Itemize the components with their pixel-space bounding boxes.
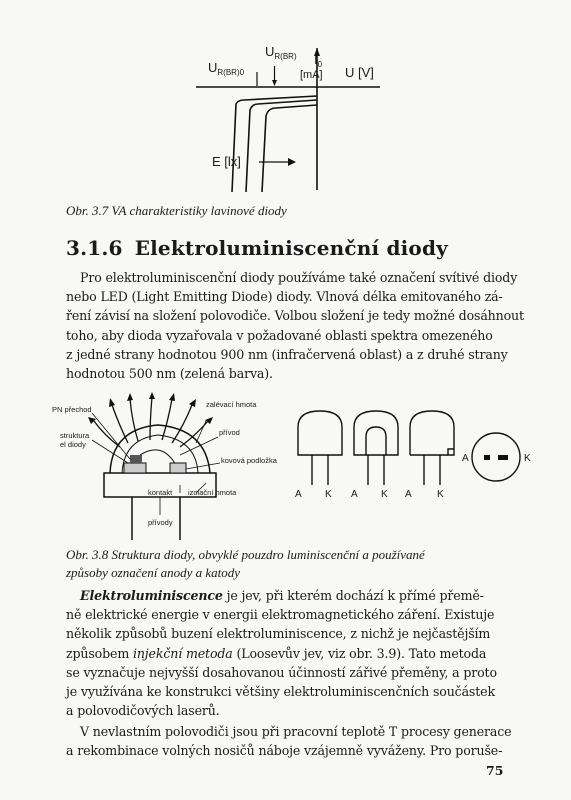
page-number: 75 (486, 763, 504, 778)
led4-k: K (524, 453, 531, 464)
label-i0: $I_0$ (314, 52, 323, 69)
figure-3-8 (0, 385, 571, 545)
led-package-1 (298, 411, 342, 485)
label-uv: U [V] (345, 65, 374, 80)
label-u-rbr0: $U_{R(BR)0}$ (208, 60, 245, 77)
led-top-cathode-pad (498, 455, 508, 460)
led-top-view (472, 433, 520, 481)
label-kovova: kovová podložka (221, 456, 277, 465)
figure-3-7 (0, 0, 571, 200)
e-arrow-icon (288, 158, 296, 166)
term-elektroluminiscence: Elektroluminiscence (80, 588, 223, 603)
paragraph-1-line: hodnotou 500 nm (zelená barva). (66, 366, 273, 382)
paragraph-2-line: způsobem injekční metoda (Loosevův jev, viz obr. 3.9). Tato metoda (66, 645, 487, 661)
curve-2 (246, 100, 317, 192)
curve-3 (262, 105, 317, 192)
ubr-arrow-icon (272, 80, 277, 86)
paragraph-1-line: Pro elektroluminiscenční diody používáme také označení svítivé diody (80, 270, 518, 285)
label-zalevaci: zalévací hmota (206, 400, 257, 409)
curve-1 (232, 96, 317, 192)
led3-a: A (405, 489, 412, 500)
paragraph-2 (66, 586, 504, 720)
label-kontakt: kontakt (148, 488, 173, 497)
paragraph-3-line: V nevlastním polovodiči jsou při pracovní teplotě T procesy generace (80, 724, 512, 739)
figure-3-7-caption: Obr. 3.7 VA charakteristiky lavinové diody (66, 203, 287, 218)
paragraph-1 (66, 268, 524, 383)
metal-pad-2 (170, 463, 186, 473)
metal-pad (124, 463, 146, 473)
led3-k: K (437, 489, 444, 500)
led-package-3 (410, 411, 454, 485)
section-number: 3.1.6 (66, 236, 123, 260)
paragraph-2-line: se vyznačuje nejvyšší dosahovanou účinností zářivé přeměny, a proto (66, 664, 497, 680)
paragraph-2-line: ně elektrické energie v energii elektromagnetického záření. Existuje (66, 607, 495, 623)
led1-a: A (295, 489, 302, 500)
label-izolacni: izolační hmota (188, 488, 237, 497)
paragraph-1-line: ření závisí na složení polovodiče. Volbou složení je tedy možné dosáhnout (66, 308, 524, 324)
label-privody: přívody (148, 518, 173, 527)
label-el-diody: el diody (60, 440, 86, 449)
paragraph-3-line: a rekombinace volných nosičů náboje vzájemně vyváženy. Pro poruše- (66, 743, 503, 759)
paragraph-1-line: toho, aby dioda vyzařovala v požadované oblasti spektra omezeného (66, 327, 493, 343)
paragraph-2-line: je využívána ke konstrukci většiny elektroluminiscenčních součástek (66, 684, 495, 700)
figure-3-8-caption-line-1: Obr. 3.8 Struktura diody, obvyklé pouzdro luminiscenční a používané (66, 547, 425, 562)
label-u-rbr: $U_{R(BR)}$ (265, 44, 297, 61)
label-e-lx: E [lx] (212, 154, 241, 169)
led-package-2 (354, 411, 398, 485)
led1-k: K (325, 489, 332, 500)
label-struktura: struktura (60, 431, 90, 440)
paragraph-2-line: Elektroluminiscence je jev, při kterém dochází k přímé přemě- (80, 588, 484, 603)
paragraph-2-line: a polovodičových laserů. (66, 703, 220, 719)
paragraph-1-line: z jedné strany hodnotou 900 nm (infračervená oblast) a z druhé strany (66, 346, 508, 362)
chip (130, 455, 142, 463)
paragraph-3 (66, 722, 512, 760)
paragraph-1-line: nebo LED (Light Emitting Diode) diody. Vlnová délka emitovaného zá- (66, 289, 503, 305)
section-heading (66, 236, 448, 260)
led2-a: A (351, 489, 358, 500)
led4-a: A (462, 453, 469, 464)
label-privod: přívod (219, 428, 240, 437)
section-title: Elektroluminiscenční diody (134, 236, 448, 260)
paragraph-2-line: několik způsobů buzení elektroluminiscence, z nichž je nejčastějším (66, 626, 491, 642)
label-pn: PN přechod (52, 405, 92, 414)
led-top-anode-pad (484, 455, 490, 460)
led2-k: K (381, 489, 388, 500)
term-injekcni-metoda: injekční metoda (132, 645, 233, 661)
figure-3-8-caption (66, 546, 425, 582)
label-ma: [mA] (300, 69, 323, 81)
figure-3-8-caption-line-2: způsoby označení anody a katody (66, 565, 241, 580)
